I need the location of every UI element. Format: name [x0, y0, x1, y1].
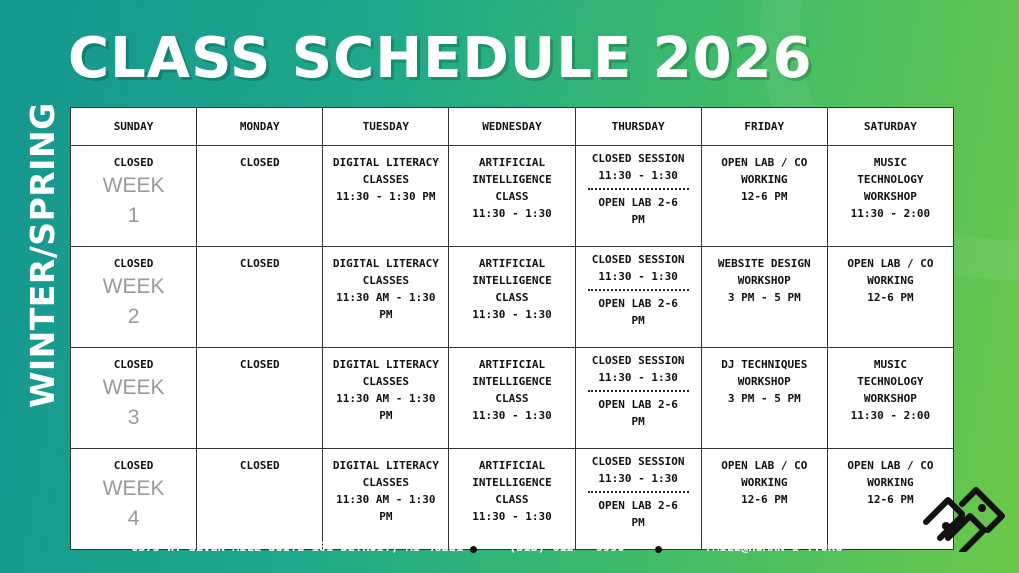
session-text: CLOSED SESSION [591, 455, 685, 468]
dotted-divider [588, 390, 689, 392]
schedule-cell-tuesday [323, 247, 449, 348]
schedule-cell-sunday [71, 247, 197, 348]
schedule-cell-tuesday [323, 348, 449, 449]
schedule-cell-wednesday [449, 247, 575, 348]
schedule-cell-thursday [575, 247, 701, 348]
day-header-row [71, 108, 954, 146]
session-text: 11:30 - 1:30 [598, 169, 678, 182]
week-number: 4 [127, 507, 140, 530]
class-text: ARTIFICIAL [478, 257, 546, 270]
bullet-separator [470, 546, 477, 553]
week-label: WEEK [102, 376, 165, 399]
class-text: INTELLIGENCE [472, 274, 552, 287]
week-label: WEEK [102, 174, 165, 197]
schedule-cell-thursday [575, 146, 701, 247]
schedule-cell-friday [701, 146, 827, 247]
class-text: WORKING [741, 173, 788, 186]
schedule-cell-tuesday [323, 449, 449, 550]
schedule-cell-thursday [575, 348, 701, 449]
dotted-divider [588, 491, 689, 493]
session-text: CLOSED SESSION [591, 354, 685, 367]
table-row [71, 247, 954, 348]
class-text: 11:30 - 1:30 [472, 207, 552, 220]
class-text: 11:30 - 1:30 [472, 308, 552, 321]
class-text: TECHNOLOGY [857, 375, 924, 388]
closed-label: CLOSED [113, 358, 154, 371]
class-text: CLASSES [362, 375, 410, 388]
schedule-cell-sunday [71, 146, 197, 247]
class-text: WORKSHOP [737, 274, 791, 287]
session-text: OPEN LAB 2-6 [598, 499, 678, 512]
class-text: 11:30 AM - 1:30 [336, 392, 436, 405]
session-text: PM [631, 213, 645, 226]
class-text: WORKING [867, 274, 914, 287]
class-text: OPEN LAB / CO [721, 459, 808, 472]
class-text: WORKING [867, 476, 914, 489]
week-number: 3 [127, 406, 140, 429]
table-row [71, 146, 954, 247]
schedule-table [70, 107, 954, 550]
schedule-cell-thursday [575, 449, 701, 550]
class-text: WORKING [741, 476, 788, 489]
class-text: 11:30 - 2:00 [850, 207, 931, 220]
session-text: PM [631, 415, 645, 428]
class-text: 11:30 - 2:00 [850, 409, 931, 422]
class-text: WORKSHOP [863, 392, 917, 405]
page-title: CLASS SCHEDULE 2026 [68, 26, 813, 91]
class-text: CLASS [495, 392, 529, 405]
schedule-cell-friday [701, 247, 827, 348]
footer-phone: (313) 612 - 9990 [509, 540, 625, 554]
week-number: 1 [127, 204, 140, 227]
class-text: CLASS [495, 190, 529, 203]
schedule-cell-friday [701, 449, 827, 550]
human-i-t-logo-icon [918, 486, 1006, 552]
schedule-cell-tuesday [323, 146, 449, 247]
class-text: 3 PM - 5 PM [727, 291, 801, 304]
day-header-tuesday: TUESDAY [323, 108, 449, 146]
table-row [71, 449, 954, 550]
session-text: OPEN LAB 2-6 [598, 196, 678, 209]
class-text: DIGITAL LITERACY [332, 257, 439, 270]
class-text: INTELLIGENCE [472, 476, 552, 489]
schedule-cell-sunday [71, 449, 197, 550]
class-text: TECHNOLOGY [857, 173, 924, 186]
class-text: 11:30 AM - 1:30 [336, 291, 436, 304]
schedule-cell-monday [197, 348, 323, 449]
bullet-separator [655, 546, 662, 553]
class-text: WORKSHOP [863, 190, 917, 203]
session-text: 11:30 - 1:30 [598, 472, 678, 485]
class-text: MUSIC [873, 358, 907, 371]
footer [0, 540, 1019, 560]
class-text: PM [379, 409, 393, 422]
schedule-cell-saturday [827, 247, 953, 348]
class-text: CLASS [495, 291, 529, 304]
class-text: CLASSES [362, 274, 410, 287]
class-text: OPEN LAB / CO [847, 459, 934, 472]
closed-label: CLOSED [239, 459, 280, 472]
class-text: WORKSHOP [737, 375, 791, 388]
class-text: 11:30 - 1:30 [472, 409, 552, 422]
class-text: DIGITAL LITERACY [332, 358, 439, 371]
schedule-cell-monday [197, 146, 323, 247]
class-text: PM [379, 308, 393, 321]
class-text: DJ TECHNIQUES [721, 358, 808, 371]
class-text: PM [379, 510, 393, 523]
class-text: CLASSES [362, 476, 410, 489]
class-text: 12-6 PM [741, 493, 788, 506]
schedule-cell-wednesday [449, 348, 575, 449]
closed-label: CLOSED [113, 459, 154, 472]
schedule-cell-saturday [827, 348, 953, 449]
closed-label: CLOSED [113, 156, 154, 169]
schedule-cell-wednesday [449, 146, 575, 247]
class-text: ARTIFICIAL [478, 358, 546, 371]
class-text: OPEN LAB / CO [721, 156, 808, 169]
schedule-cell-friday [701, 348, 827, 449]
closed-label: CLOSED [113, 257, 154, 270]
class-text: 12-6 PM [867, 493, 914, 506]
class-text: 11:30 AM - 1:30 [336, 493, 436, 506]
class-text: ARTIFICIAL [478, 459, 546, 472]
class-text: 11:30 - 1:30 PM [336, 190, 436, 203]
day-header-monday: MONDAY [197, 108, 323, 146]
schedule-cell-saturday [827, 146, 953, 247]
session-text: 11:30 - 1:30 [598, 371, 678, 384]
class-text: 3 PM - 5 PM [727, 392, 801, 405]
class-text: DIGITAL LITERACY [332, 459, 439, 472]
week-number: 2 [127, 305, 140, 328]
session-text: CLOSED SESSION [591, 152, 685, 165]
schedule-cell-wednesday [449, 449, 575, 550]
class-text: ARTIFICIAL [478, 156, 546, 169]
dotted-divider [588, 289, 689, 291]
closed-label: CLOSED [239, 257, 280, 270]
class-text: CLASSES [362, 173, 410, 186]
session-text: 11:30 - 1:30 [598, 270, 678, 283]
table-row [71, 348, 954, 449]
schedule-cell-monday [197, 449, 323, 550]
schedule-cell-monday [197, 247, 323, 348]
dotted-divider [588, 188, 689, 190]
session-text: CLOSED SESSION [591, 253, 685, 266]
day-header-friday: FRIDAY [701, 108, 827, 146]
footer-email: 7MILE@HUMAN-I-T.ORG [705, 540, 843, 554]
week-label: WEEK [102, 275, 165, 298]
class-text: INTELLIGENCE [472, 173, 552, 186]
session-text: PM [631, 516, 645, 529]
day-header-sunday: SUNDAY [71, 108, 197, 146]
class-text: 12-6 PM [867, 291, 914, 304]
day-header-saturday: SATURDAY [827, 108, 953, 146]
footer-address: 6375 W. SEVEN MILE SUITE 101 DETROIT, MI 48221 [131, 540, 464, 554]
class-text: INTELLIGENCE [472, 375, 552, 388]
class-text: OPEN LAB / CO [847, 257, 934, 270]
class-text: 12-6 PM [741, 190, 788, 203]
day-header-thursday: THURSDAY [575, 108, 701, 146]
class-text: CLASS [495, 493, 529, 506]
season-label: WINTER/SPRING [23, 102, 62, 408]
session-text: OPEN LAB 2-6 [598, 297, 678, 310]
class-text: 11:30 - 1:30 [472, 510, 552, 523]
closed-label: CLOSED [239, 156, 280, 169]
session-text: PM [631, 314, 645, 327]
day-header-wednesday: WEDNESDAY [449, 108, 575, 146]
week-label: WEEK [102, 477, 165, 500]
closed-label: CLOSED [239, 358, 280, 371]
class-text: DIGITAL LITERACY [332, 156, 439, 169]
class-text: WEBSITE DESIGN [717, 257, 811, 270]
session-text: OPEN LAB 2-6 [598, 398, 678, 411]
class-text: MUSIC [873, 156, 907, 169]
schedule-cell-sunday [71, 348, 197, 449]
